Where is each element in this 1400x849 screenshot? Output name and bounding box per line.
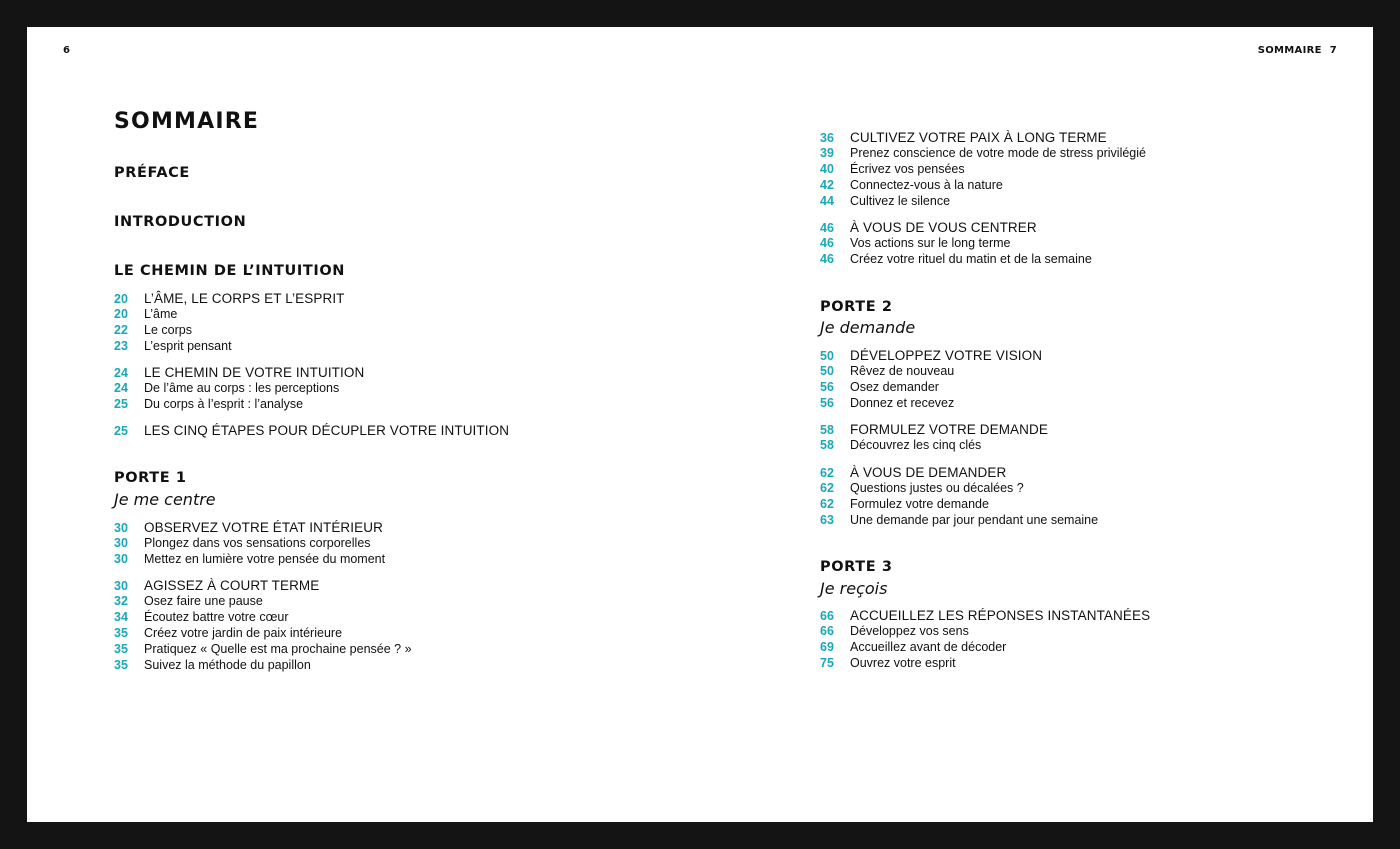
toc-entry-title: Formulez votre demande — [850, 497, 989, 511]
toc-entry — [114, 381, 364, 397]
toc-entry-title: Du corps à l’esprit : l’analyse — [144, 397, 304, 411]
toc-group — [820, 220, 1092, 268]
introduction-heading: INTRODUCTION — [114, 214, 247, 230]
toc-entry-title: FORMULEZ VOTRE DEMANDE — [850, 422, 1048, 437]
toc-entry-title: Suivez la méthode du papillon — [144, 658, 311, 672]
toc-page-number: 25 — [114, 424, 128, 438]
toc-group — [820, 465, 1098, 529]
toc-group — [114, 578, 412, 674]
toc-entry — [114, 323, 345, 339]
toc-entry-title: Questions justes ou décalées ? — [850, 481, 1024, 495]
toc-entry — [114, 578, 412, 594]
toc-entry-title: Une demande par jour pendant une semaine — [850, 513, 1099, 527]
toc-entry — [820, 146, 1146, 162]
toc-group — [114, 423, 509, 439]
toc-entry-title: Mettez en lumière votre pensée du moment — [144, 552, 386, 566]
toc-entry-title: CULTIVEZ VOTRE PAIX À LONG TERME — [850, 130, 1107, 145]
toc-entry — [820, 396, 1042, 412]
toc-page-number: 75 — [820, 656, 834, 670]
toc-page-number: 25 — [114, 397, 128, 411]
toc-page-number: 22 — [114, 323, 128, 337]
toc-page-number: 30 — [114, 536, 128, 550]
toc-entry — [820, 438, 1048, 454]
toc-entry — [820, 364, 1042, 380]
toc-title: SOMMAIRE — [114, 109, 260, 134]
toc-page-number: 46 — [820, 221, 834, 235]
toc-entry — [114, 658, 412, 674]
preface-heading: PRÉFACE — [114, 165, 190, 181]
toc-page-number: 63 — [820, 513, 834, 527]
toc-entry-title: L’esprit pensant — [144, 339, 232, 353]
toc-page-number: 40 — [820, 162, 834, 176]
toc-entry-title: OBSERVEZ VOTRE ÉTAT INTÉRIEUR — [144, 520, 383, 535]
toc-group — [820, 422, 1048, 454]
toc-page-number: 20 — [114, 307, 128, 321]
toc-page-number: 44 — [820, 194, 834, 208]
toc-page-number: 34 — [114, 610, 128, 624]
porte3-subtitle: Je reçois — [820, 579, 888, 598]
toc-page-number: 66 — [820, 624, 834, 638]
toc-page-number: 24 — [114, 381, 128, 395]
toc-entry-title: À VOUS DE VOUS CENTRER — [850, 220, 1037, 235]
toc-entry — [820, 220, 1092, 236]
toc-entry-title: Le corps — [144, 323, 192, 337]
toc-entry — [114, 552, 385, 568]
toc-group — [820, 608, 1150, 672]
toc-entry-title: LE CHEMIN DE VOTRE INTUITION — [144, 365, 365, 380]
toc-entry — [820, 624, 1150, 640]
toc-entry-title: De l’âme au corps : les perceptions — [144, 381, 340, 395]
toc-entry — [820, 640, 1150, 656]
toc-entry-title: LES CINQ ÉTAPES POUR DÉCUPLER VOTRE INTUITION — [144, 423, 510, 438]
toc-entry-title: Prenez conscience de votre mode de stress privilégié — [850, 146, 1146, 160]
porte2-subtitle: Je demande — [820, 318, 916, 337]
toc-entry-title: Rêvez de nouveau — [850, 364, 955, 378]
toc-entry-title: Donnez et recevez — [850, 396, 955, 410]
toc-entry — [820, 422, 1048, 438]
toc-entry-title: L’ÂME, LE CORPS ET L’ESPRIT — [144, 291, 345, 306]
page-number-right: 7 — [1329, 45, 1337, 56]
toc-page-number: 50 — [820, 364, 834, 378]
toc-entry — [820, 497, 1098, 513]
toc-entry — [820, 236, 1092, 252]
toc-entry — [820, 194, 1146, 210]
running-title: SOMMAIRE — [1257, 45, 1322, 56]
toc-page-number: 46 — [820, 252, 834, 266]
toc-group — [114, 520, 385, 568]
toc-entry — [820, 656, 1150, 672]
toc-entry — [114, 642, 412, 658]
toc-entry-title: Créez votre rituel du matin et de la semaine — [850, 252, 1092, 266]
page-number-left: 6 — [63, 45, 70, 56]
toc-entry — [820, 252, 1092, 268]
toc-entry-title: Créez votre jardin de paix intérieure — [144, 626, 343, 640]
toc-entry — [820, 513, 1098, 529]
toc-page-number: 46 — [820, 236, 834, 250]
toc-page-number: 62 — [820, 481, 834, 495]
toc-page-number: 42 — [820, 178, 834, 192]
toc-entry — [820, 178, 1146, 194]
toc-page-number: 30 — [114, 552, 128, 566]
toc-entry — [114, 610, 412, 626]
toc-entry-title: Osez demander — [850, 380, 939, 394]
toc-entry-title: L’âme — [144, 307, 178, 321]
toc-page-number: 56 — [820, 396, 834, 410]
toc-entry-title: Écoutez battre votre cœur — [144, 610, 289, 624]
toc-group — [114, 291, 345, 355]
porte1-subtitle: Je me centre — [114, 490, 216, 509]
toc-entry-title: DÉVELOPPEZ VOTRE VISION — [850, 348, 1043, 363]
toc-page-number: 24 — [114, 366, 128, 380]
toc-entry — [114, 594, 412, 610]
toc-entry — [114, 291, 345, 307]
toc-entry-title: Pratiquez « Quelle est ma prochaine pensée ? » — [144, 642, 412, 656]
toc-entry-title: Développez vos sens — [850, 624, 969, 638]
toc-entry — [114, 626, 412, 642]
toc-page-number: 69 — [820, 640, 834, 654]
toc-entry-title: Accueillez avant de décoder — [850, 640, 1007, 654]
toc-entry-title: Cultivez le silence — [850, 194, 951, 208]
toc-entry-title: Écrivez vos pensées — [850, 162, 965, 176]
toc-entry — [114, 397, 364, 413]
toc-page-number: 36 — [820, 131, 834, 145]
toc-entry-title: ACCUEILLEZ LES RÉPONSES INSTANTANÉES — [850, 608, 1151, 623]
toc-entry — [820, 481, 1098, 497]
toc-entry — [820, 348, 1042, 364]
toc-entry-title: Vos actions sur le long terme — [850, 236, 1011, 250]
toc-page-number: 58 — [820, 423, 834, 437]
toc-entry — [820, 608, 1150, 624]
toc-page-number: 23 — [114, 339, 128, 353]
toc-entry — [114, 536, 385, 552]
toc-entry-title: Découvrez les cinq clés — [850, 438, 982, 452]
toc-page-number: 50 — [820, 349, 834, 363]
toc-page-number: 35 — [114, 642, 128, 656]
toc-group — [114, 365, 364, 413]
toc-entry — [114, 307, 345, 323]
toc-entry-title: À VOUS DE DEMANDER — [850, 465, 1007, 480]
toc-entry-title: Connectez-vous à la nature — [850, 178, 1003, 192]
toc-page-number: 58 — [820, 438, 834, 452]
toc-page-number: 32 — [114, 594, 128, 608]
toc-entry — [820, 162, 1146, 178]
toc-group — [820, 130, 1146, 210]
toc-page-number: 39 — [820, 146, 834, 160]
toc-page-number: 30 — [114, 579, 128, 593]
chemin-heading: LE CHEMIN DE L’INTUITION — [114, 263, 346, 279]
toc-page-number: 56 — [820, 380, 834, 394]
running-header-right — [1258, 45, 1337, 56]
toc-entry — [820, 380, 1042, 396]
toc-page-number: 35 — [114, 626, 128, 640]
toc-entry — [820, 465, 1098, 481]
toc-page-number: 62 — [820, 466, 834, 480]
toc-page-number: 30 — [114, 521, 128, 535]
toc-entry — [820, 130, 1146, 146]
porte3-heading: PORTE 3 — [820, 559, 893, 575]
toc-entry-title: Osez faire une pause — [144, 594, 263, 608]
toc-page-number: 20 — [114, 292, 128, 306]
toc-entry-title: Ouvrez votre esprit — [850, 656, 956, 670]
toc-entry — [114, 423, 509, 439]
toc-entry — [114, 365, 364, 381]
toc-page-number: 66 — [820, 609, 834, 623]
porte1-heading: PORTE 1 — [114, 470, 187, 486]
toc-page-number: 35 — [114, 658, 128, 672]
toc-page-number: 62 — [820, 497, 834, 511]
book-spread — [27, 27, 1373, 822]
toc-entry — [114, 520, 385, 536]
toc-group — [820, 348, 1042, 412]
porte2-heading: PORTE 2 — [820, 299, 893, 315]
toc-entry — [114, 339, 345, 355]
toc-entry-title: Plongez dans vos sensations corporelles — [144, 536, 371, 550]
toc-entry-title: AGISSEZ À COURT TERME — [144, 578, 320, 593]
